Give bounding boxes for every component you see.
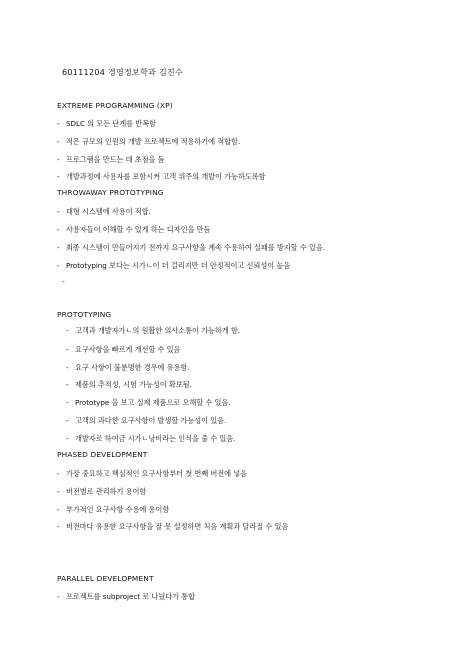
- bullet-dash: -: [66, 345, 69, 354]
- bullet-dash: -: [57, 522, 60, 531]
- list-item: 최종 시스템이 만들어지기 전까지 요구사항을 계속 수용하여 실패를 방지할 수 있음.: [66, 243, 325, 252]
- bullet-dash: -: [57, 487, 60, 496]
- bullet-dash: -: [66, 416, 69, 425]
- bullet-dash: -: [57, 137, 60, 146]
- list-item: 버전별로 관리하기 용이함: [66, 487, 147, 496]
- bullet-dash: -: [66, 363, 69, 372]
- bullet-dash: -: [66, 380, 69, 389]
- bullet-dash: -: [57, 243, 60, 252]
- bullet-dash: -: [57, 172, 60, 181]
- list-item: 개발자로 하여금 시가ㄴ낭비라는 인식을 줄 수 있음.: [75, 434, 236, 443]
- list-item: 프로젝트를 subproject 로 나눴다가 통합: [66, 592, 195, 601]
- bullet-dash: -: [57, 592, 60, 601]
- list-item: 적은 규모의 인원의 개발 프로젝트에 적용하기에 적합함.: [66, 137, 241, 146]
- section-heading-xp: EXTREME PROGRAMMING (XP): [57, 101, 173, 110]
- bullet-dash: -: [57, 225, 60, 234]
- section-heading-prototyping: PROTOTYPING: [57, 310, 112, 319]
- list-item: 고객의 과다한 요구사항이 발생할 가능성이 있음.: [75, 416, 227, 425]
- list-item: 요구 사항이 불분명한 경우에 유용함.: [75, 363, 190, 372]
- document-title: 60111204 경영정보학과 김진수: [62, 68, 184, 77]
- bullet-dash: -: [57, 155, 60, 164]
- list-item: 가장 중요하고 핵심적인 요구사항부터 첫 번째 버전에 넣음: [66, 469, 248, 478]
- list-item: SDLC 의 모든 단계를 반복함: [66, 119, 156, 128]
- list-item: 개발과정에 사용자를 포함시켜 고객 위주의 개발이 가능하도록함: [66, 172, 266, 181]
- bullet-dash: -: [62, 277, 65, 286]
- bullet-dash: -: [66, 326, 69, 335]
- bullet-dash: -: [57, 505, 60, 514]
- bullet-dash: -: [57, 207, 60, 216]
- section-heading-throwaway: THROWAWAY PROTOTYPING: [57, 188, 164, 197]
- list-item: 사용자들이 이해할 수 있게 하는 디자인을 만듬: [66, 225, 211, 234]
- bullet-dash: -: [57, 469, 60, 478]
- section-heading-parallel: PARALLEL DEVELOPMENT: [57, 574, 154, 583]
- bullet-dash: -: [57, 119, 60, 128]
- list-item: 버전마다 유용한 요구사항을 잘 못 설정하면 처음 계획과 달라질 수 있음: [66, 522, 289, 531]
- list-item: Prototype 을 보고 실제 제품으로 오해할 수 있음.: [75, 398, 231, 407]
- bullet-dash: -: [66, 398, 69, 407]
- list-item: Prototyping 보다는 시가ㄴ이 더 걸리지만 더 안정적이고 신뢰성이 높음: [66, 261, 291, 270]
- bullet-dash: -: [66, 434, 69, 443]
- list-item: 고객과 개발자가ㄴ의 원활한 의사소통이 가능하게 함.: [75, 326, 241, 335]
- section-heading-phased: PHASED DEVELOPMENT: [57, 450, 148, 459]
- list-item: 대형 시스템에 사용이 적합.: [66, 207, 151, 216]
- list-item: 프로그램을 만드는 데 초점을 둠: [66, 155, 165, 164]
- list-item: 부가적인 요구사항 수용에 용이함: [66, 505, 170, 514]
- list-item: 제품의 추적성, 시험 가능성이 확보됨.: [75, 380, 192, 389]
- list-item: 요구사항을 빠르게 개선할 수 있음: [75, 345, 181, 354]
- bullet-dash: -: [57, 261, 60, 270]
